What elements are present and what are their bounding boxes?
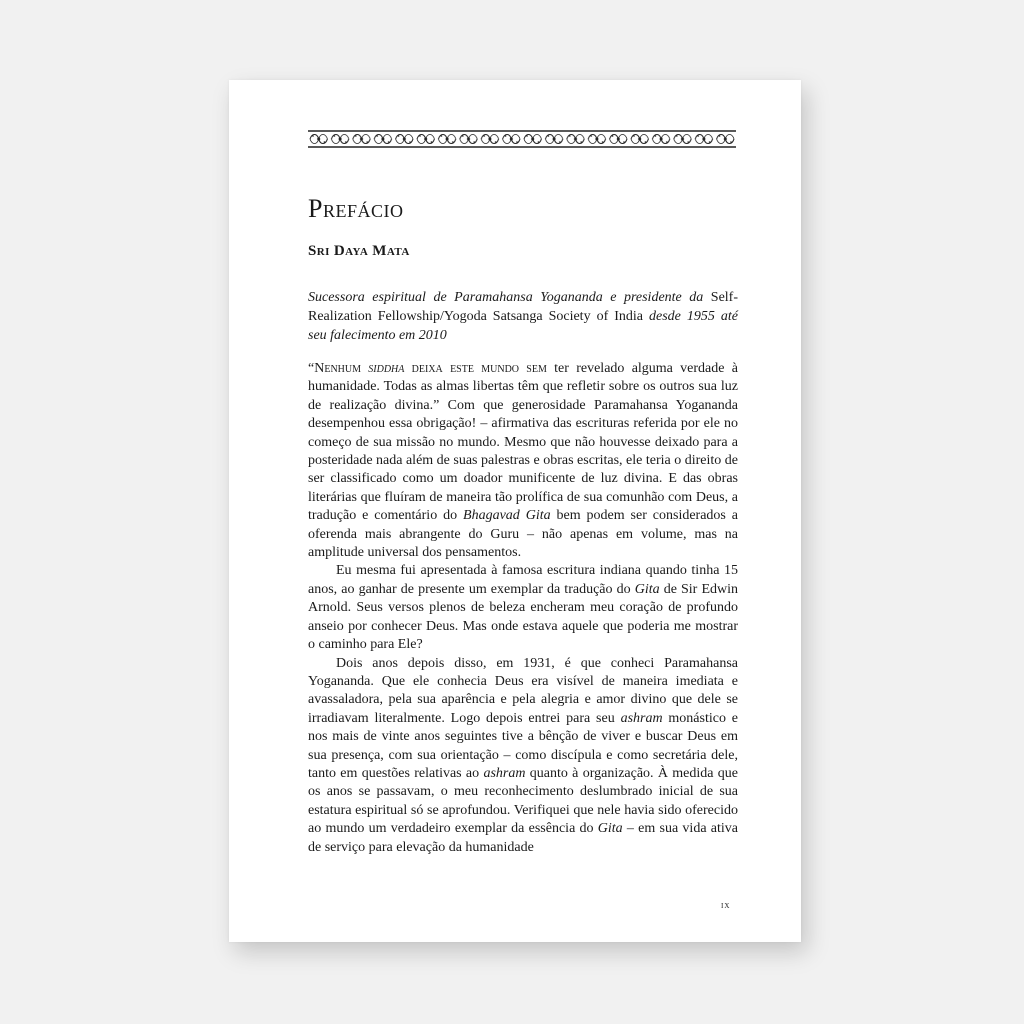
lead-in-a: Nenhum bbox=[314, 361, 369, 376]
book-page bbox=[229, 80, 801, 942]
paragraph-1-text-b: bem podem ser considerados a oferenda mais abrangente do Guru – não apenas em volume, mas na amplitude universal dos pensamentos. bbox=[308, 508, 738, 561]
intro-italic-1: Sucessora espiritual de Paramahansa Yogananda e presidente da bbox=[308, 290, 704, 305]
paragraph-2-text-a: Eu mesma fui apresentada à famosa escritura indiana quando tinha 15 anos, ao ganhar de presente um exemplar da tradução do bbox=[308, 563, 738, 597]
paragraph-3-text-c: quanto à organização. À medida que os anos se passavam, o meu reconhecimento deslumbrado inicial de sua estatura espiritual só se aprofundou. Verifiquei que nele havia sido oferecido ao mundo um verdadeiro exemplar da essência do bbox=[308, 765, 738, 837]
italic-gita-2: Gita bbox=[597, 821, 623, 837]
paragraph-1-text-a: ter revelado alguma verdade à humanidade. Todas as almas libertas têm que refletir sobre os outros sua luz de realização divina.” Com que generosidade Paramahansa Yogananda desempenhou essa obrigação! – afirmativa das escrituras referida por ele no começo de sua missão no mundo. Mesmo que não houvesse deixado para a posteridade nada além de suas palestras e obras escritas, ele teria o direito de ser classificado como um doador munificente de luz divina. E das obras literárias que fluíram de maneira tão prolífica de sua comunhão com Deus, a tradução e comentário do bbox=[308, 361, 738, 524]
preface-body bbox=[308, 360, 738, 857]
intro-organization: Self-Realization Fellowship/Yogoda Satsanga Society of India bbox=[308, 290, 739, 324]
paragraph-2-text-b: de Sir Edwin Arnold. Seus versos plenos de beleza encheram meu coração de profundo anseio por conhecer Deus. Mas onde estava aquele que poderia me mostrar o caminho para Ele? bbox=[308, 581, 738, 653]
italic-ashram-1: ashram bbox=[620, 710, 663, 726]
paragraph-1 bbox=[308, 360, 738, 562]
paragraph-3-text-a: Dois anos depois disso, em 1931, é que conheci Paramahansa Yogananda. Que ele conhecia Deus era visível de maneira imediata e avassaladora, pela sua aparência e pela alegria e amor divino que dele se irradiavam literalmente. Logo depois entrei para seu bbox=[308, 655, 738, 726]
page-title: Prefácio bbox=[308, 194, 404, 223]
author-name: Sri Daya Mata bbox=[308, 243, 410, 259]
page-number: ix bbox=[721, 900, 731, 911]
intro-italic-2: desde 1955 até seu falecimento em 2010 bbox=[308, 309, 739, 343]
italic-bhagavad-gita: Bhagavad Gita bbox=[463, 508, 551, 524]
open-quote: “ bbox=[308, 361, 315, 376]
lead-in-siddha: siddha bbox=[368, 361, 405, 376]
paragraph-3 bbox=[308, 655, 738, 857]
lead-in-b: deixa este mundo sem bbox=[404, 361, 547, 376]
author-description bbox=[308, 288, 738, 345]
decorative-border-ornament bbox=[308, 130, 736, 148]
italic-ashram-2: ashram bbox=[483, 765, 526, 781]
paragraph-3-text-b: monástico e nos mais de vinte anos seguintes tive a bênção de viver e buscar Deus em sua presença, com sua orientação – como discípula e como secretária dele, tanto em questões relativas ao bbox=[308, 710, 739, 781]
paragraph-2 bbox=[308, 562, 738, 654]
paragraph-3-text-d: – em sua vida ativa de serviço para elevação da humanidade bbox=[308, 821, 738, 855]
italic-gita: Gita bbox=[634, 581, 660, 597]
